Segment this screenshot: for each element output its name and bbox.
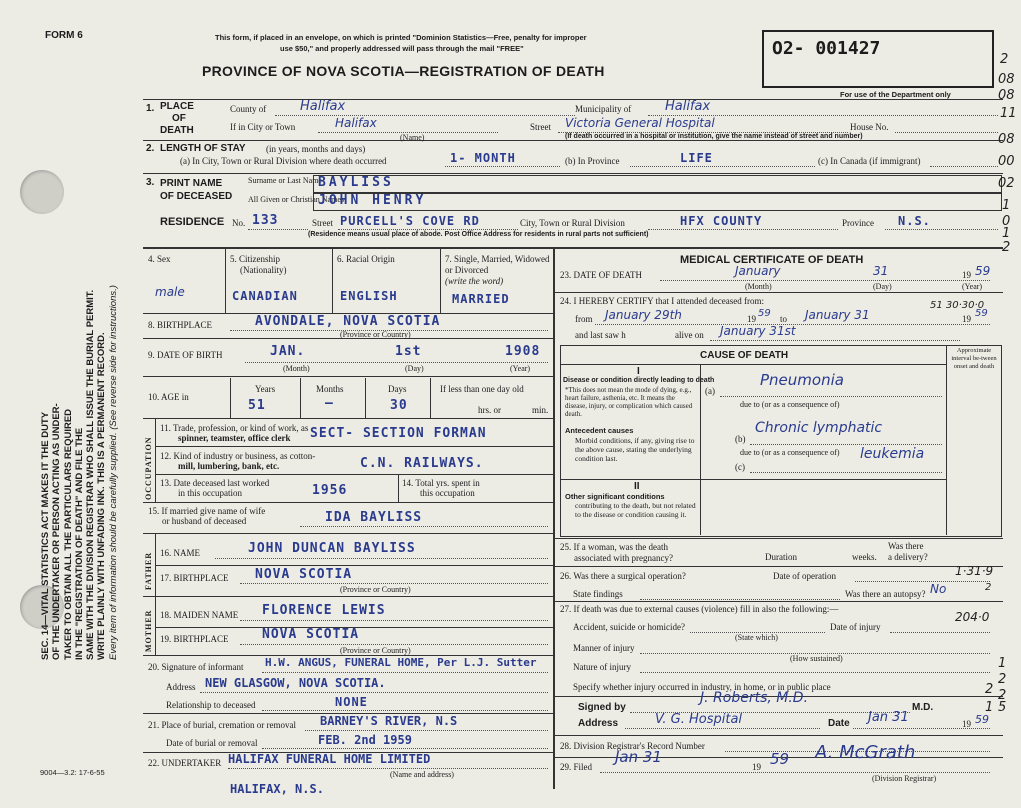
injury-code: 204·0 bbox=[955, 610, 990, 624]
cause-a-value: Pneumonia bbox=[760, 371, 844, 389]
registrar-signature: A. McGrath bbox=[815, 742, 916, 763]
cause-of-death-header: CAUSE OF DEATH bbox=[700, 350, 789, 361]
margin-code: 08 bbox=[998, 132, 1015, 147]
form-number: FORM 6 bbox=[45, 30, 83, 41]
physician-address: V. G. Hospital bbox=[655, 712, 743, 727]
residence-label: RESIDENCE bbox=[160, 216, 225, 228]
stay-province-value: LIFE bbox=[680, 151, 713, 165]
date-of-death-day: 31 bbox=[873, 264, 889, 278]
occupation-industry-value: C.N. RAILWAYS. bbox=[360, 456, 484, 471]
undertaker-address-value: HALIFAX, N.S. bbox=[230, 782, 324, 796]
stay-city-value: 1- MONTH bbox=[450, 151, 516, 165]
undertaker-value: HALIFAX FUNERAL HOME LIMITED bbox=[228, 752, 431, 766]
dob-month-value: JAN. bbox=[270, 344, 306, 359]
sex-value: male bbox=[155, 285, 185, 299]
print-name-label: PRINT NAME OF DECEASED bbox=[160, 178, 233, 202]
surname-value: BAYLISS bbox=[318, 175, 394, 190]
margin-code: 1 bbox=[998, 656, 1007, 671]
side-instructions: SEC. 14—VITAL STATISTICS ACT MAKES IT THE DUTY OF THE UNDERTAKER OR PERSON ACTING AS UNDER- TAKER TO OBTAIN ALL THE PARTICULARS REQUIRED IN THE "REGISTRATION OF DEATH" AND FILE THE SAME WITH THE DIVISION REGISTRAR WHO SHALL ISSUE THE BURIAL PERMIT. WRITE PLAINLY WITH UNFADING INK. THIS IS A PERMANENT RECORD. Every item of information should be carefully supplied. (See reverse side for instructions.) bbox=[40, 285, 119, 660]
father-birthplace-value: NOVA SCOTIA bbox=[255, 567, 353, 582]
autopsy-code: 2 bbox=[985, 582, 992, 593]
racial-origin-value: ENGLISH bbox=[340, 289, 398, 303]
occupation-trade-value: SECT- SECTION FORMAN bbox=[310, 426, 487, 441]
margin-code: 08 bbox=[998, 72, 1015, 87]
city-value: Halifax bbox=[335, 116, 377, 130]
burial-date-value: FEB. 2nd 1959 bbox=[318, 733, 412, 747]
age-days-value: 30 bbox=[390, 398, 408, 413]
marital-status-value: MARRIED bbox=[452, 292, 510, 306]
informant-signature-value: H.W. ANGUS, FUNERAL HOME, Per L.J. Sutter bbox=[265, 656, 537, 669]
form-title: PROVINCE OF NOVA SCOTIA—REGISTRATION OF DEATH bbox=[202, 63, 605, 79]
margin-code: 08 bbox=[998, 88, 1015, 103]
informant-address-value: NEW GLASGOW, NOVA SCOTIA. bbox=[205, 676, 386, 690]
attended-to-value: January 31 bbox=[805, 308, 870, 322]
date-of-death-year: 59 bbox=[975, 264, 991, 278]
margin-code: 2 bbox=[1000, 52, 1009, 67]
punch-hole-top bbox=[20, 170, 64, 214]
margin-code: 2 bbox=[998, 688, 1007, 703]
residence-no-value: 133 bbox=[252, 213, 279, 228]
margin-code: 02 bbox=[998, 176, 1015, 191]
margin-code: 00 bbox=[998, 154, 1015, 169]
given-name-value: JOHN HENRY bbox=[318, 193, 427, 208]
certificate-date: Jan 31 bbox=[868, 710, 909, 725]
autopsy-value: No bbox=[930, 582, 947, 596]
margin-code: 2 bbox=[985, 682, 994, 697]
margin-code: 2 bbox=[998, 672, 1007, 687]
margin-code: 5 bbox=[998, 700, 1007, 715]
date-of-death-month: January bbox=[735, 264, 781, 278]
mother-name-value: FLORENCE LEWIS bbox=[262, 603, 386, 618]
alive-on-value: January 31st bbox=[720, 324, 796, 338]
cause-c-value: leukemia bbox=[860, 446, 925, 462]
dob-day-value: 1st bbox=[395, 344, 422, 359]
residence-province-value: N.S. bbox=[898, 214, 931, 228]
burial-place-value: BARNEY'S RIVER, N.S bbox=[320, 714, 458, 728]
relationship-value: NONE bbox=[335, 695, 368, 709]
spouse-value: IDA BAYLISS bbox=[325, 510, 423, 525]
delivery-code: 1·31·9 bbox=[955, 564, 994, 578]
margin-code: 1 bbox=[985, 700, 994, 715]
margin-code: 1 bbox=[1002, 226, 1011, 241]
county-value: Halifax bbox=[300, 99, 346, 114]
margin-code: 2 bbox=[1002, 240, 1011, 255]
residence-city-value: HFX COUNTY bbox=[680, 214, 763, 228]
death-registration-form: SEC. 14—VITAL STATISTICS ACT MAKES IT THE DUTY OF THE UNDERTAKER OR PERSON ACTING AS UNDER- TAKER TO OBTAIN ALL THE PARTICULARS REQUIRED IN THE "REGISTRATION OF DEATH" AND FILE THE SAME WITH THE DIVISION REGISTRAR WHO SHALL ISSUE THE BURIAL PERMIT. WRITE PLAINLY WITH UNFADING INK. THIS IS A PERMANENT RECORD. Every item of information should be carefully supplied. (See reverse side for instructions.) FORM 6 This form, if placed in an envelope, on which is printed "Dominion Statistics—Free, penalty for improper use $50," and properly addressed will pass through the mail "FREE" PROVINCE OF NOVA SCOTIA—REGISTRATION OF DEATH O2- 001427 For use of the Department only 1. PLACE OF DEATH County of Halifax Municipality of Halifax If in City or Town Halifax (Name) Street Victoria General Hospital House No. (If death occurred in a hospital or institution, give the name instead of street and number) 2. LENGTH OF STAY (in years, months and days) (a) In City, Town or Rural Division where death occurred 1- MONTH (b) In Province LIFE (c) In Canada (if immigrant) 3. PRINT NAME OF DECEASED Surname or Last Name BAYLISS All Given or Christian Names JOHN HENRY RESIDENCE No. 133 Street PURCELL'S COVE RD City, Town or Rural Division HFX COUNTY Province N.S. (Residence means usual place of abode. Post Office Address for residents in rural parts not sufficient) 4. Sex male 5. Citizenship (Nationality) CANADIAN 6. Racial Origin ENGLISH 7. Single, Married, Widowed or Divorced (write the word) MARRIED 8. BIRTHPLACE AVONDALE, NOVA SCOTIA (Province or Country) 9. DATE OF BIRTH JAN. 1st 1908 (Month) (Day) (Year) 10. AGE in Years Months Days 51 — 30 If less than one day old hrs. or min. OCCUPATION 11. Trade, profession, or kind of work, as spinner, teamster, office clerk SECT- SECTION FORMAN 12. Kind of industry or business, as cotton- mill, lumbering, bank, etc. C.N. RAILWAYS. 13. Date deceased last worked in this occupation 1956 14. Total yrs. spent in this occupation 15. If married give name of wife or husband of deceased IDA BAYLISS FATHER 16. NAME JOHN DUNCAN BAYLISS 17. BIRTHPLACE NOVA SCOTIA (Province or Country) MOTHER 18. MAIDEN NAME FLORENCE LEWIS 19. BIRTHPLACE NOVA SCOTIA (Province or Country) 20. Signature of informant H.W. ANGUS, FUNERAL HOME, Per L.J. Sutter Address NEW GLASGOW, NOVA SCOTIA. Relationship to deceased NONE 21. Place of burial, cremation or removal BARNEY'S RIVER, N.S Date of burial or removal FEB. 2nd 1959 22. UNDERTAKER HALIFAX FUNERAL HOME LIMITED (Name and address) HALIFAX, N.S. 9004—3.2: 17-6-55 MEDICAL CERTIFICATE OF DEATH 23. DATE OF DEATH January 31 19 59 (Month) (Day) (Year) 24. I HEREBY CERTIFY that I attended deceased from: from January 29th 19 59 to January 31 19 59 and last saw h alive on January 31st CAUSE OF DEATH Approximate interval be-tween onset and death I Disease or condition directly leading to death *This does not mean the mode of dying, e.g., heart failure, asthenia, etc. It means the disease, injury, or complication which caused death. (a) Pneumonia due to (or as a consequence of) Antecedent causes Morbid conditions, if any, giving rise to the above cause, stating the underlying condition last. (b) Chronic lymphatic due to (or as a consequence of) (c) leukemia II Other significant conditions contributing to the death, but not related to the disease or condition causing it. 25. If a woman, was the death associated with pregnancy? Duration weeks. Was there a delivery? 26. Was there a surgical operation? Date of operation State findings Was there an autopsy? No 27. If death was due to external causes (violence) fill in also the following:— Accident, suicide or homicide? Date of injury (State which) Manner of injury (How sustained) Nature of injury Specify whether injury occurred in industry, in home, or in public place Signed by J. Roberts, M.D. M.D. Address V. G. Hospital Date Jan 31 19 59 28. Division Registrar's Record Number 29. Filed Jan 31 19 59 A. McGrath (Division Registrar) 1·31·9 51 30·30·0 204·0 2 2 08 08 11 08 00 02 1 0 1 2 1 2 2 5 2 1 bbox=[0, 0, 1021, 808]
length-of-stay-label: LENGTH OF STAY bbox=[160, 143, 246, 154]
age-years-value: 51 bbox=[248, 398, 266, 413]
street-value: Victoria General Hospital bbox=[565, 116, 715, 130]
margin-code: 0 bbox=[1002, 214, 1011, 229]
form-code: 9004—3.2: 17-6-55 bbox=[40, 768, 105, 777]
physician-signature: J. Roberts, M.D. bbox=[700, 690, 809, 706]
filed-date: Jan 31 bbox=[615, 748, 662, 766]
cause-b-value: Chronic lymphatic bbox=[755, 420, 883, 436]
registration-number: O2- 001427 bbox=[772, 38, 881, 59]
municipality-value: Halifax bbox=[665, 99, 711, 114]
dept-use-label: For use of the Department only bbox=[840, 90, 951, 99]
father-name-value: JOHN DUNCAN BAYLISS bbox=[248, 541, 416, 556]
attended-from-value: January 29th bbox=[605, 308, 682, 322]
last-worked-value: 1956 bbox=[312, 483, 348, 498]
margin-code: 1 bbox=[1002, 198, 1011, 213]
place-of-death-label: PLACE OF DEATH bbox=[160, 101, 194, 136]
birthplace-value: AVONDALE, NOVA SCOTIA bbox=[255, 314, 441, 329]
citizenship-value: CANADIAN bbox=[232, 289, 298, 303]
mother-birthplace-value: NOVA SCOTIA bbox=[262, 627, 360, 642]
medical-certificate-header: MEDICAL CERTIFICATE OF DEATH bbox=[680, 254, 864, 266]
envelope-note: This form, if placed in an envelope, on which is printed "Dominion Statistics—Free, penalty for improper bbox=[215, 33, 587, 42]
residence-street-value: PURCELL'S COVE RD bbox=[340, 214, 480, 228]
envelope-note-2: use $50," and properly addressed will pass through the mail "FREE" bbox=[280, 44, 524, 53]
margin-code: 11 bbox=[1000, 106, 1017, 121]
dob-year-value: 1908 bbox=[505, 344, 541, 359]
age-months-value: — bbox=[325, 396, 334, 411]
occupation-side-label: OCCUPATION bbox=[144, 436, 153, 500]
certificate-code: 51 30·30·0 bbox=[930, 300, 985, 311]
